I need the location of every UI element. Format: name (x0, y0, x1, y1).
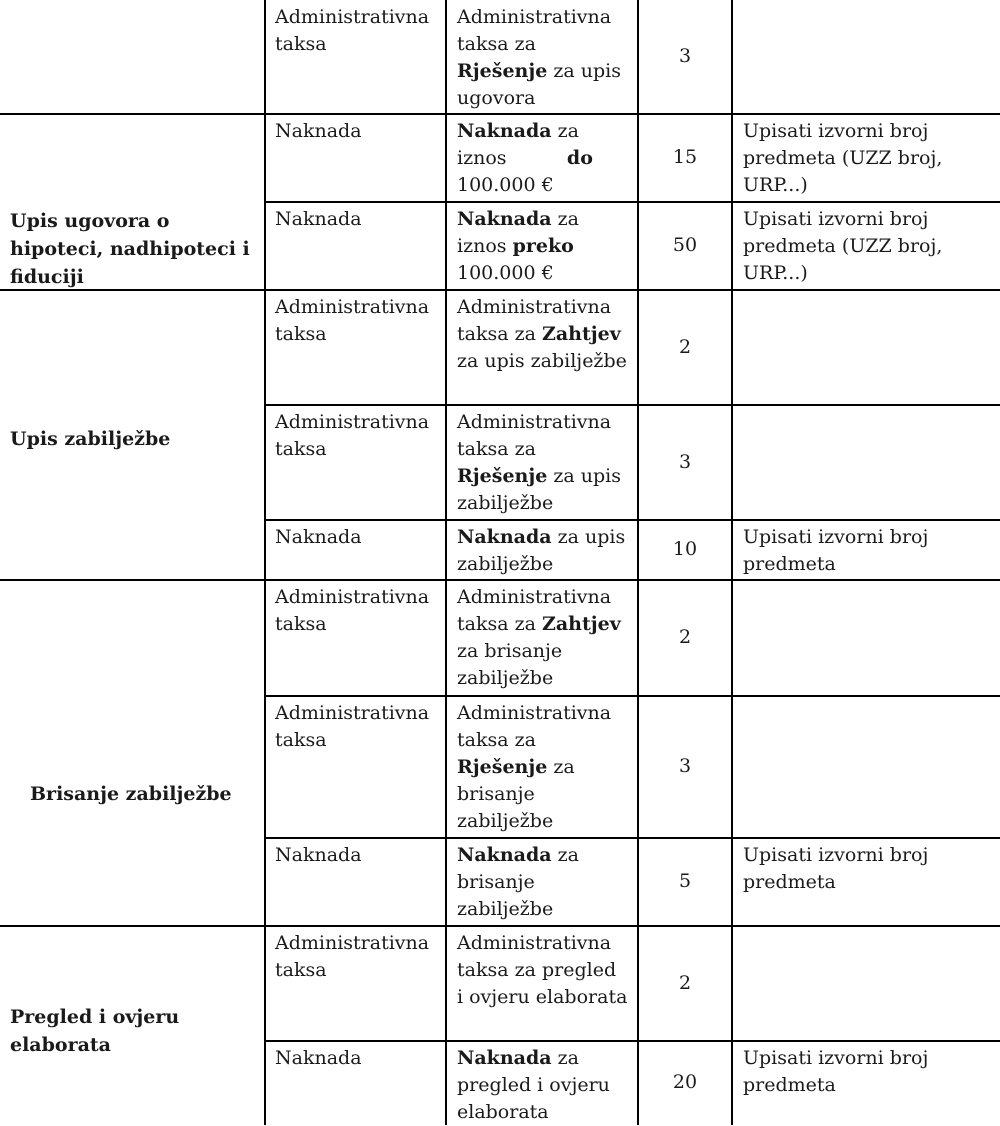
description-text: Administrativna taksa za (457, 411, 612, 460)
fee-description-cell (457, 294, 627, 375)
fee-description-cell (457, 930, 627, 1011)
table-row-divider (0, 113, 1000, 115)
description-text: Administrativna taksa za (457, 296, 612, 345)
fee-amount-cell: 5 (678, 870, 692, 892)
fee-type-cell: Naknada (275, 120, 362, 142)
fee-amount-cell: 2 (678, 972, 692, 994)
fee-amount-cell: 2 (678, 626, 692, 648)
fee-description-cell (457, 206, 579, 287)
description-text: za iznos (457, 120, 579, 169)
bold-keyword: Naknada (457, 844, 552, 866)
description-text: Administrativna taksa za (457, 586, 612, 635)
description-text: Administrativna taksa za pregled i ovjeru elaborata (457, 932, 628, 1008)
fee-note-cell: Upisati izvorni broj predmeta (743, 526, 929, 575)
fee-type-cell: Administrativna taksa (275, 6, 430, 55)
description-text: za brisanje zabilježbe (457, 640, 563, 689)
service-category-cell: Brisanje zabilježbe (30, 783, 232, 805)
description-text: za upis ugovora (457, 60, 621, 109)
table-row-divider (0, 925, 1000, 927)
description-text: 100.000 € (457, 262, 554, 284)
service-category-cell: Pregled i ovjeru elaborata (10, 1006, 180, 1056)
description-text: za iznos (457, 208, 579, 257)
bold-keyword: preko (512, 235, 574, 257)
fee-amount-cell: 3 (678, 451, 692, 473)
table-row-divider (264, 695, 1000, 697)
table-row-divider (0, 579, 1000, 581)
table-row-divider (264, 201, 1000, 203)
table-column-divider (264, 0, 266, 1125)
table-column-divider (445, 0, 447, 1125)
bold-keyword: do (566, 147, 593, 169)
fee-type-cell: Administrativna taksa (275, 702, 430, 751)
fee-type-cell: Administrativna taksa (275, 411, 430, 460)
fee-type-cell: Naknada (275, 1047, 362, 1069)
fee-amount-cell: 20 (672, 1071, 698, 1093)
fee-note-cell: Upisati izvorni broj predmeta (UZZ broj, URP...) (743, 120, 943, 196)
description-text: za brisanje zabilježbe (457, 756, 575, 832)
bold-keyword: Rješenje (457, 756, 548, 778)
table-row-divider (264, 404, 1000, 406)
description-text: za brisanje zabilježbe (457, 844, 579, 920)
fee-description-cell (457, 842, 579, 923)
service-category-cell: Upis ugovora o hipoteci, nadhipoteci i fiduciji (10, 210, 250, 288)
table-row-divider (264, 1040, 1000, 1042)
bold-keyword: Zahtjev (541, 323, 621, 345)
fee-type-cell: Administrativna taksa (275, 586, 430, 635)
fee-description-cell (457, 1045, 610, 1126)
bold-keyword: Naknada (457, 526, 552, 548)
bold-keyword: Naknada (457, 1047, 552, 1069)
fee-amount-cell: 50 (672, 234, 698, 256)
fee-type-cell: Administrativna taksa (275, 296, 430, 345)
description-text: za pregled i ovjeru elaborata (457, 1047, 610, 1123)
bold-keyword: Naknada (457, 208, 552, 230)
fee-note-cell: Upisati izvorni broj predmeta (743, 1047, 929, 1096)
fee-note-cell: Upisati izvorni broj predmeta (743, 844, 929, 893)
fee-amount-cell: 3 (678, 45, 692, 67)
fee-description-cell (457, 409, 621, 517)
fee-description-cell (457, 4, 621, 112)
fee-amount-cell: 15 (672, 146, 698, 168)
description-text: za upis zabilježbe (457, 465, 621, 514)
fee-description-cell (457, 118, 593, 199)
bold-keyword: Rješenje (457, 465, 548, 487)
service-category-cell: Upis zabilježbe (10, 428, 171, 450)
fee-type-cell: Administrativna taksa (275, 932, 430, 981)
table-column-divider (731, 0, 733, 1125)
fee-amount-cell: 10 (672, 538, 698, 560)
bold-keyword: Zahtjev (541, 613, 621, 635)
fee-description-cell (457, 524, 625, 578)
description-text: Administrativna taksa za (457, 702, 612, 751)
fee-amount-cell: 3 (678, 755, 692, 777)
description-text: za upis zabilježbe (457, 350, 627, 372)
table-row-divider (264, 519, 1000, 521)
fee-amount-cell: 2 (678, 336, 692, 358)
table-row-divider (264, 837, 1000, 839)
description-text: Administrativna taksa za (457, 6, 612, 55)
fee-description-cell (457, 700, 611, 835)
description-text: 100.000 € (457, 174, 554, 196)
bold-keyword: Rješenje (457, 60, 548, 82)
fee-description-cell (457, 584, 621, 692)
fee-type-cell: Naknada (275, 208, 362, 230)
bold-keyword: Naknada (457, 120, 552, 142)
fee-type-cell: Naknada (275, 526, 362, 548)
fee-note-cell: Upisati izvorni broj predmeta (UZZ broj, URP...) (743, 208, 943, 284)
description-text: za upis zabilježbe (457, 526, 626, 575)
fee-type-cell: Naknada (275, 844, 362, 866)
